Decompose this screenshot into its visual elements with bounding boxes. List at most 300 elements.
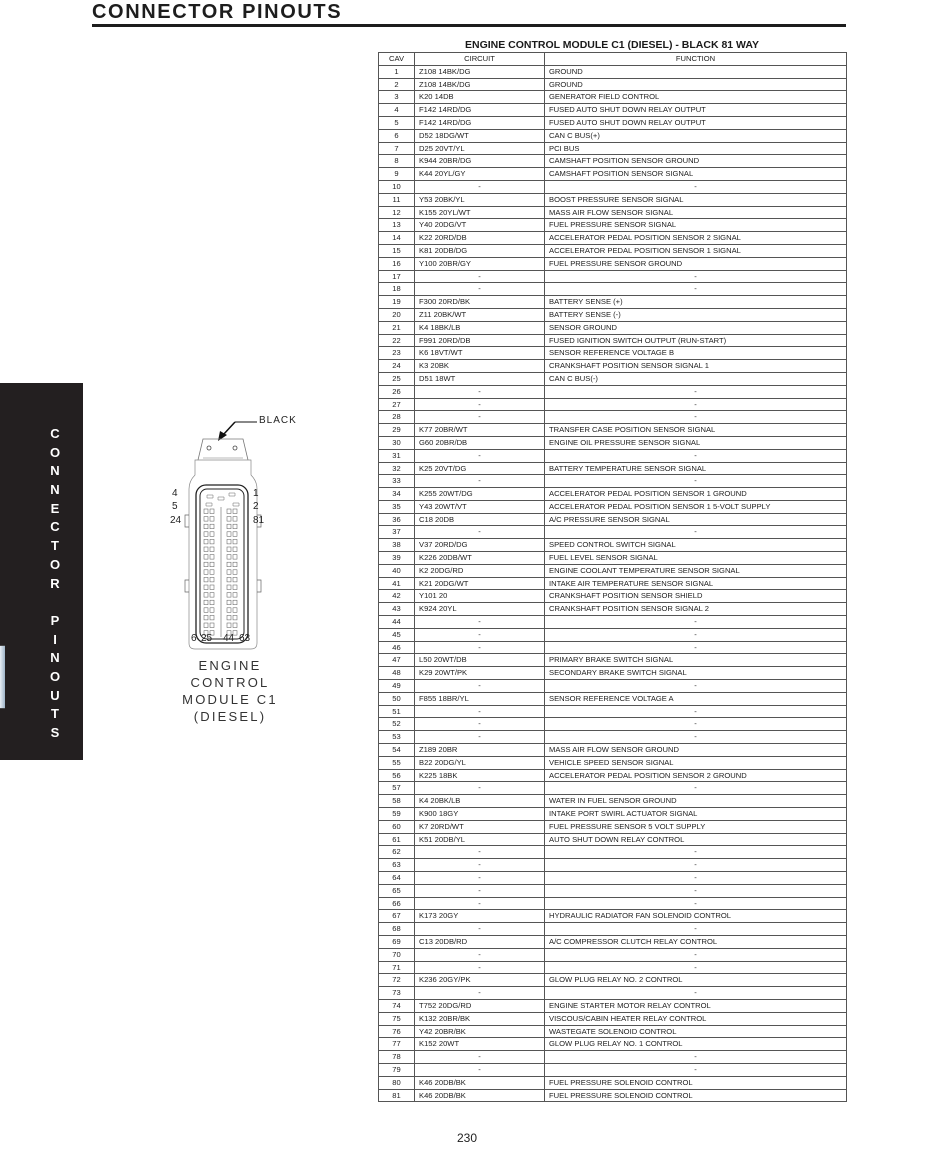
cell-cav: 32 <box>379 462 415 475</box>
pin-cavity <box>233 509 237 514</box>
cell-function: CAN C BUS(+) <box>545 129 847 142</box>
cell-cav: 64 <box>379 872 415 885</box>
table-row <box>379 411 847 424</box>
cell-circuit: - <box>415 923 545 936</box>
cell-circuit: Z108 14BK/DG <box>415 65 545 78</box>
table-row <box>379 552 847 565</box>
cell-circuit: F855 18BR/YL <box>415 692 545 705</box>
cell-circuit: Y100 20BR/GY <box>415 257 545 270</box>
table-row <box>379 884 847 897</box>
cell-cav: 47 <box>379 654 415 667</box>
table-row <box>379 206 847 219</box>
cell-function: BOOST PRESSURE SENSOR SIGNAL <box>545 193 847 206</box>
pin-cavity <box>227 532 231 537</box>
cell-cav: 18 <box>379 283 415 296</box>
pin-cavity <box>227 555 231 560</box>
table-row <box>379 718 847 731</box>
table-row <box>379 385 847 398</box>
cell-cav: 81 <box>379 1089 415 1102</box>
cell-function: - <box>545 398 847 411</box>
cell-cav: 20 <box>379 308 415 321</box>
cell-circuit: C13 20DB/RD <box>415 935 545 948</box>
caption-line: CONTROL <box>190 675 270 690</box>
pin-cavity <box>210 509 214 514</box>
cell-circuit: - <box>415 872 545 885</box>
cell-function: FUEL LEVEL SENSOR SIGNAL <box>545 552 847 565</box>
color-callout-label: BLACK <box>259 415 297 426</box>
cell-function: - <box>545 731 847 744</box>
pin-cavity <box>210 555 214 560</box>
cell-circuit: - <box>415 1063 545 1076</box>
cell-circuit: K7 20RD/WT <box>415 820 545 833</box>
pin-cavity <box>227 623 231 628</box>
pin-cavity <box>204 562 208 567</box>
cell-function: - <box>545 385 847 398</box>
cell-circuit: K255 20WT/DG <box>415 488 545 501</box>
pin-cavity <box>227 577 231 582</box>
table-row <box>379 129 847 142</box>
table-row <box>379 244 847 257</box>
cell-cav: 78 <box>379 1051 415 1064</box>
cell-function: HYDRAULIC RADIATOR FAN SOLENOID CONTROL <box>545 910 847 923</box>
table-row <box>379 104 847 117</box>
cell-function: FUSED AUTO SHUT DOWN RELAY OUTPUT <box>545 104 847 117</box>
cell-circuit: C18 20DB <box>415 513 545 526</box>
cell-cav: 30 <box>379 436 415 449</box>
pin-cavity <box>210 570 214 575</box>
cell-circuit: K22 20RD/DB <box>415 232 545 245</box>
cell-function: - <box>545 616 847 629</box>
tab-letter: C <box>50 426 60 441</box>
pin-label-right-1: 1 <box>253 488 259 499</box>
table-row <box>379 923 847 936</box>
table-row <box>379 372 847 385</box>
cell-cav: 7 <box>379 142 415 155</box>
cell-circuit: - <box>415 846 545 859</box>
pin-cavity <box>227 600 231 605</box>
cell-cav: 56 <box>379 769 415 782</box>
cell-cav: 24 <box>379 360 415 373</box>
pin-cavity <box>204 600 208 605</box>
table-row <box>379 872 847 885</box>
cell-cav: 8 <box>379 155 415 168</box>
cell-function: CRANKSHAFT POSITION SENSOR SHIELD <box>545 590 847 603</box>
cell-cav: 31 <box>379 449 415 462</box>
cell-cav: 12 <box>379 206 415 219</box>
caption-line: ENGINE <box>198 658 262 673</box>
cell-circuit: Z11 20BK/WT <box>415 308 545 321</box>
cell-circuit: - <box>415 616 545 629</box>
table-row <box>379 65 847 78</box>
table-row <box>379 475 847 488</box>
cell-circuit: K2 20DG/RD <box>415 564 545 577</box>
cell-circuit: - <box>415 398 545 411</box>
table-row <box>379 987 847 1000</box>
table-row <box>379 232 847 245</box>
cell-circuit: K4 20BK/LB <box>415 795 545 808</box>
cell-circuit: - <box>415 385 545 398</box>
section-tab <box>0 383 83 760</box>
cell-circuit: - <box>415 718 545 731</box>
cell-cav: 62 <box>379 846 415 859</box>
cell-function: BATTERY SENSE (-) <box>545 308 847 321</box>
cell-circuit: Y43 20WT/VT <box>415 500 545 513</box>
cell-function: FUSED AUTO SHUT DOWN RELAY OUTPUT <box>545 116 847 129</box>
cell-cav: 11 <box>379 193 415 206</box>
cell-function: - <box>545 846 847 859</box>
cell-circuit: F300 20RD/BK <box>415 296 545 309</box>
table-row <box>379 424 847 437</box>
tab-letter: P <box>50 612 60 628</box>
cell-circuit: K20 14DB <box>415 91 545 104</box>
cell-circuit: - <box>415 526 545 539</box>
table-row <box>379 142 847 155</box>
tab-letter: I <box>53 631 57 647</box>
pin-cavity <box>233 623 237 628</box>
cell-function: TRANSFER CASE POSITION SENSOR SIGNAL <box>545 424 847 437</box>
pin-label-bottom-4: 63 <box>239 633 251 644</box>
cell-function: INTAKE PORT SWIRL ACTUATOR SIGNAL <box>545 808 847 821</box>
cell-cav: 55 <box>379 756 415 769</box>
tab-letter: N <box>50 463 60 479</box>
table-title: ENGINE CONTROL MODULE C1 (DIESEL) - BLACK 81 WAY <box>464 39 760 51</box>
table-row <box>379 564 847 577</box>
pin-cavity <box>227 562 231 567</box>
cell-function: A/C PRESSURE SENSOR SIGNAL <box>545 513 847 526</box>
table-row <box>379 219 847 232</box>
cell-cav: 44 <box>379 616 415 629</box>
cell-circuit: Z108 14BK/DG <box>415 78 545 91</box>
cell-function: BATTERY TEMPERATURE SENSOR SIGNAL <box>545 462 847 475</box>
mount-hole-right <box>233 446 237 450</box>
cell-function: - <box>545 283 847 296</box>
pin-cavity <box>227 539 231 544</box>
pin-label-left-2: 5 <box>172 501 178 512</box>
pin-cavity <box>233 585 237 590</box>
table-row <box>379 270 847 283</box>
pin-cavity <box>210 608 214 613</box>
cell-circuit: K236 20GY/PK <box>415 974 545 987</box>
pin-cavity <box>210 524 214 529</box>
cell-circuit: - <box>415 270 545 283</box>
cell-circuit: - <box>415 782 545 795</box>
cell-cav: 39 <box>379 552 415 565</box>
pin-cavity <box>227 524 231 529</box>
table-row <box>379 296 847 309</box>
tab-letter: O <box>49 668 61 684</box>
cell-function: FUEL PRESSURE SOLENOID CONTROL <box>545 1076 847 1089</box>
table-row <box>379 398 847 411</box>
cell-function: - <box>545 475 847 488</box>
table-row <box>379 360 847 373</box>
connector-drawing <box>160 405 300 655</box>
cell-function: FUEL PRESSURE SENSOR SIGNAL <box>545 219 847 232</box>
power-pin-cavity <box>229 493 235 496</box>
table-row <box>379 961 847 974</box>
cell-circuit: K132 20BR/BK <box>415 1012 545 1025</box>
cell-function: AUTO SHUT DOWN RELAY CONTROL <box>545 833 847 846</box>
cell-circuit: D52 18DG/WT <box>415 129 545 142</box>
table-row <box>379 756 847 769</box>
table-row <box>379 603 847 616</box>
table-row <box>379 500 847 513</box>
pin-cavity <box>204 593 208 598</box>
cell-circuit: V37 20RD/DG <box>415 539 545 552</box>
table-row <box>379 1089 847 1102</box>
table-row <box>379 808 847 821</box>
cell-circuit: - <box>415 411 545 424</box>
tab-letter: R <box>50 575 60 591</box>
page-title: CONNECTOR PINOUTS <box>92 1 343 23</box>
tab-letter: C <box>50 519 60 535</box>
cell-cav: 48 <box>379 667 415 680</box>
cell-cav: 3 <box>379 91 415 104</box>
pin-cavity <box>227 509 231 514</box>
cell-function: ACCELERATOR PEDAL POSITION SENSOR 2 SIGNAL <box>545 232 847 245</box>
table-row <box>379 488 847 501</box>
cell-circuit: K924 20YL <box>415 603 545 616</box>
pin-cavity <box>204 532 208 537</box>
cell-cav: 19 <box>379 296 415 309</box>
table-row <box>379 859 847 872</box>
cell-circuit: B22 20DG/YL <box>415 756 545 769</box>
cell-function: A/C COMPRESSOR CLUTCH RELAY CONTROL <box>545 935 847 948</box>
tab-letter: U <box>50 687 60 703</box>
table-row <box>379 257 847 270</box>
pin-cavity <box>233 577 237 582</box>
table-row <box>379 680 847 693</box>
cell-function: ENGINE OIL PRESSURE SENSOR SIGNAL <box>545 436 847 449</box>
cell-function: - <box>545 961 847 974</box>
cell-circuit: - <box>415 1051 545 1064</box>
pin-cavity <box>233 608 237 613</box>
cell-cav: 9 <box>379 168 415 181</box>
cell-function: FUSED IGNITION SWITCH OUTPUT (RUN-START) <box>545 334 847 347</box>
pin-cavity <box>227 517 231 522</box>
cell-cav: 37 <box>379 526 415 539</box>
cell-cav: 59 <box>379 808 415 821</box>
table-row <box>379 769 847 782</box>
power-pin-cavity <box>233 503 239 506</box>
tab-letter: T <box>51 706 59 722</box>
cell-cav: 35 <box>379 500 415 513</box>
cell-cav: 75 <box>379 1012 415 1025</box>
cell-cav: 26 <box>379 385 415 398</box>
cell-circuit: K173 20GY <box>415 910 545 923</box>
cell-function: - <box>545 897 847 910</box>
cell-function: ACCELERATOR PEDAL POSITION SENSOR 1 5-VOLT SUPPLY <box>545 500 847 513</box>
pin-cavity <box>204 509 208 514</box>
cell-cav: 53 <box>379 731 415 744</box>
cavity-inner <box>200 489 244 639</box>
cell-cav: 79 <box>379 1063 415 1076</box>
table-row <box>379 705 847 718</box>
pin-cavity <box>210 600 214 605</box>
cell-circuit: K21 20DG/WT <box>415 577 545 590</box>
cell-function: GROUND <box>545 65 847 78</box>
cell-circuit: K225 18BK <box>415 769 545 782</box>
pin-label-right-2: 2 <box>253 501 259 512</box>
cell-cav: 52 <box>379 718 415 731</box>
cell-circuit: - <box>415 475 545 488</box>
table-row <box>379 692 847 705</box>
cell-function: - <box>545 859 847 872</box>
cell-cav: 58 <box>379 795 415 808</box>
cell-cav: 21 <box>379 321 415 334</box>
table-row <box>379 897 847 910</box>
pin-cavity <box>233 517 237 522</box>
cell-circuit: - <box>415 449 545 462</box>
cell-cav: 72 <box>379 974 415 987</box>
pin-cavity <box>233 600 237 605</box>
pin-cavity <box>210 517 214 522</box>
table-row <box>379 334 847 347</box>
tab-letter: E <box>50 500 60 516</box>
caption-line: MODULE C1 <box>182 692 278 707</box>
cell-circuit: K944 20BR/DG <box>415 155 545 168</box>
cell-cav: 17 <box>379 270 415 283</box>
pin-cavity <box>210 562 214 567</box>
cell-function: FUEL PRESSURE SOLENOID CONTROL <box>545 1089 847 1102</box>
tab-letter: N <box>50 482 60 498</box>
table-row <box>379 436 847 449</box>
pin-cavity <box>227 570 231 575</box>
table-header-row <box>379 53 847 66</box>
cell-cav: 61 <box>379 833 415 846</box>
cell-circuit: - <box>415 859 545 872</box>
cell-cav: 33 <box>379 475 415 488</box>
table-row <box>379 628 847 641</box>
cell-cav: 68 <box>379 923 415 936</box>
table-row <box>379 1012 847 1025</box>
cell-circuit: K46 20DB/BK <box>415 1076 545 1089</box>
cell-function: - <box>545 526 847 539</box>
cell-function: - <box>545 987 847 1000</box>
table-row <box>379 539 847 552</box>
cell-function: - <box>545 923 847 936</box>
cell-circuit: Y101 20 <box>415 590 545 603</box>
cell-cav: 29 <box>379 424 415 437</box>
cell-function: - <box>545 884 847 897</box>
cell-cav: 43 <box>379 603 415 616</box>
cell-cav: 57 <box>379 782 415 795</box>
cell-cav: 54 <box>379 744 415 757</box>
pin-cavity <box>233 532 237 537</box>
cell-function: GROUND <box>545 78 847 91</box>
cell-cav: 45 <box>379 628 415 641</box>
cell-function: SECONDARY BRAKE SWITCH SIGNAL <box>545 667 847 680</box>
cell-circuit: - <box>415 731 545 744</box>
power-pin-cavity <box>207 495 213 498</box>
pin-cavity <box>233 593 237 598</box>
pin-cavity <box>227 615 231 620</box>
cell-circuit: - <box>415 705 545 718</box>
cell-cav: 38 <box>379 539 415 552</box>
pin-label-left-3: 24 <box>170 515 182 526</box>
tab-edge-artifact <box>0 645 5 709</box>
cell-circuit: - <box>415 884 545 897</box>
cell-cav: 42 <box>379 590 415 603</box>
table-row <box>379 910 847 923</box>
cell-circuit: - <box>415 180 545 193</box>
cell-circuit: - <box>415 680 545 693</box>
table-row <box>379 347 847 360</box>
cell-cav: 25 <box>379 372 415 385</box>
table-row <box>379 283 847 296</box>
cell-function: CAMSHAFT POSITION SENSOR GROUND <box>545 155 847 168</box>
cell-function: - <box>545 782 847 795</box>
pin-cavity <box>233 524 237 529</box>
cell-circuit: K226 20DB/WT <box>415 552 545 565</box>
cell-circuit: - <box>415 897 545 910</box>
table-row <box>379 462 847 475</box>
cell-cav: 70 <box>379 948 415 961</box>
table-row <box>379 935 847 948</box>
cell-function: SPEED CONTROL SWITCH SIGNAL <box>545 539 847 552</box>
tab-letter: O <box>49 444 61 460</box>
cell-function: ENGINE STARTER MOTOR RELAY CONTROL <box>545 999 847 1012</box>
cell-cav: 73 <box>379 987 415 1000</box>
cell-function: CAMSHAFT POSITION SENSOR SIGNAL <box>545 168 847 181</box>
column-header-function: FUNCTION <box>545 53 847 66</box>
table-row <box>379 449 847 462</box>
table-row <box>379 641 847 654</box>
pin-cavity <box>210 585 214 590</box>
cell-cav: 51 <box>379 705 415 718</box>
cell-cav: 41 <box>379 577 415 590</box>
cell-function: - <box>545 628 847 641</box>
page-number: 230 <box>457 1131 478 1145</box>
cell-function: PRIMARY BRAKE SWITCH SIGNAL <box>545 654 847 667</box>
cell-cav: 1 <box>379 65 415 78</box>
pin-label-bottom-3: 44 <box>223 633 235 644</box>
cell-function: SENSOR REFERENCE VOLTAGE A <box>545 692 847 705</box>
pin-cavity <box>233 562 237 567</box>
housing-top <box>198 439 248 460</box>
cell-cav: 66 <box>379 897 415 910</box>
pin-cavity <box>204 555 208 560</box>
cell-cav: 71 <box>379 961 415 974</box>
table-row <box>379 782 847 795</box>
cell-function: BATTERY SENSE (+) <box>545 296 847 309</box>
pin-cavity <box>210 577 214 582</box>
cell-function: CAN C BUS(-) <box>545 372 847 385</box>
cell-cav: 14 <box>379 232 415 245</box>
cell-cav: 80 <box>379 1076 415 1089</box>
pin-cavity <box>227 547 231 552</box>
table-row <box>379 91 847 104</box>
pin-cavity <box>210 539 214 544</box>
table-row <box>379 948 847 961</box>
cell-function: - <box>545 270 847 283</box>
pin-cavity <box>204 570 208 575</box>
cell-function: - <box>545 1063 847 1076</box>
cell-function: - <box>545 641 847 654</box>
cell-cav: 50 <box>379 692 415 705</box>
pin-cavity <box>233 570 237 575</box>
table-row <box>379 616 847 629</box>
cell-function: ACCELERATOR PEDAL POSITION SENSOR 1 SIGNAL <box>545 244 847 257</box>
pin-cavity <box>210 593 214 598</box>
cell-cav: 5 <box>379 116 415 129</box>
cell-function: - <box>545 180 847 193</box>
cell-circuit: Y40 20DG/VT <box>415 219 545 232</box>
pin-cavity <box>233 539 237 544</box>
cell-circuit: F142 14RD/DG <box>415 104 545 117</box>
cell-cav: 63 <box>379 859 415 872</box>
table-row <box>379 654 847 667</box>
title-rule <box>92 24 846 27</box>
